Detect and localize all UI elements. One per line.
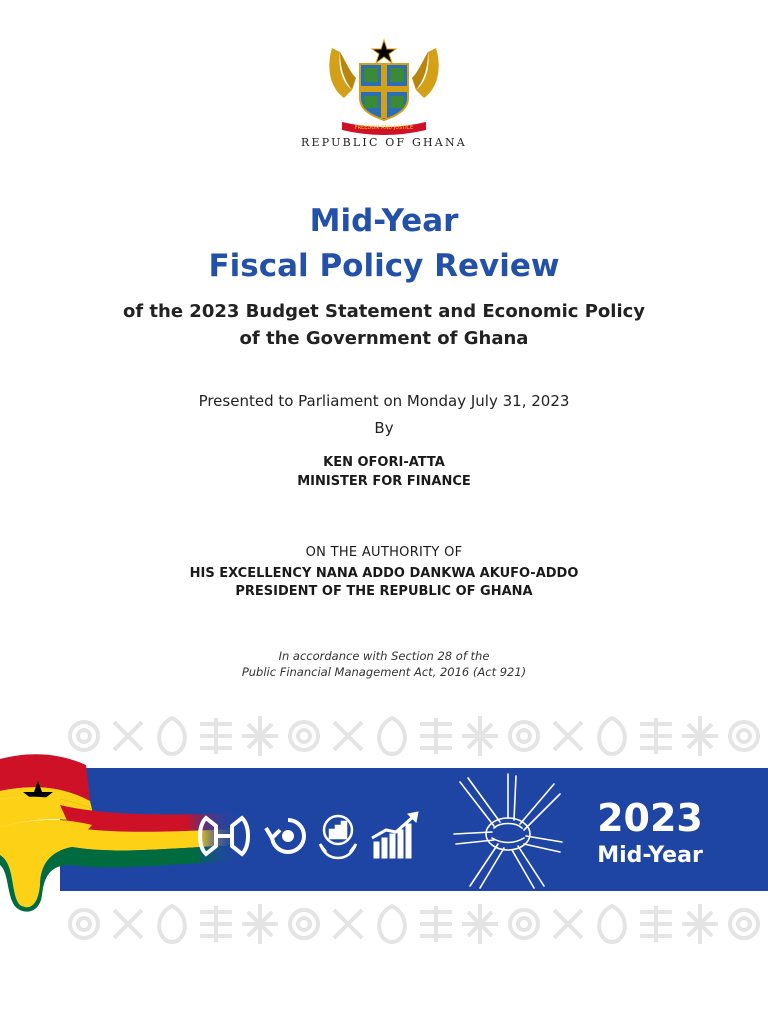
- legal-line-1: In accordance with Section 28 of the: [278, 649, 490, 663]
- coat-motto: FREEDOM AND JUSTICE: [354, 125, 414, 131]
- country-name: REPUBLIC OF GHANA: [301, 136, 467, 149]
- bar-chart-icon: [372, 812, 418, 858]
- growth-hands-icon: [320, 816, 356, 858]
- president-name: HIS EXCELLENCY NANA ADDO DANKWA AKUFO-ADDO: [189, 566, 579, 581]
- minister-name: KEN OFORI-ATTA: [323, 455, 445, 470]
- title-line-1: Mid-Year: [309, 203, 459, 239]
- subtitle-line-2: of the Government of Ghana: [239, 328, 529, 349]
- by-label: By: [374, 419, 394, 437]
- banner-label: Mid-Year: [597, 843, 703, 868]
- presented-statement: Presented to Parliament on Monday July 31, 2023: [198, 392, 570, 410]
- adinkra-icon: [200, 818, 248, 854]
- banner-year: 2023: [597, 796, 703, 840]
- legal-line-2: Public Financial Management Act, 2016 (Act 921): [241, 665, 527, 679]
- title-line-2: Fiscal Policy Review: [208, 248, 560, 284]
- president-title: PRESIDENT OF THE REPUBLIC OF GHANA: [235, 584, 533, 599]
- coat-of-arms-emblem: [322, 38, 446, 138]
- banner-icons: [196, 808, 426, 864]
- refresh-arrow-icon: [266, 820, 304, 852]
- authority-intro: ON THE AUTHORITY OF: [305, 545, 463, 560]
- minister-title: MINISTER FOR FINANCE: [297, 474, 471, 489]
- hands-together-illustration: [450, 772, 565, 890]
- subtitle-line-1: of the 2023 Budget Statement and Economic Policy: [122, 301, 646, 322]
